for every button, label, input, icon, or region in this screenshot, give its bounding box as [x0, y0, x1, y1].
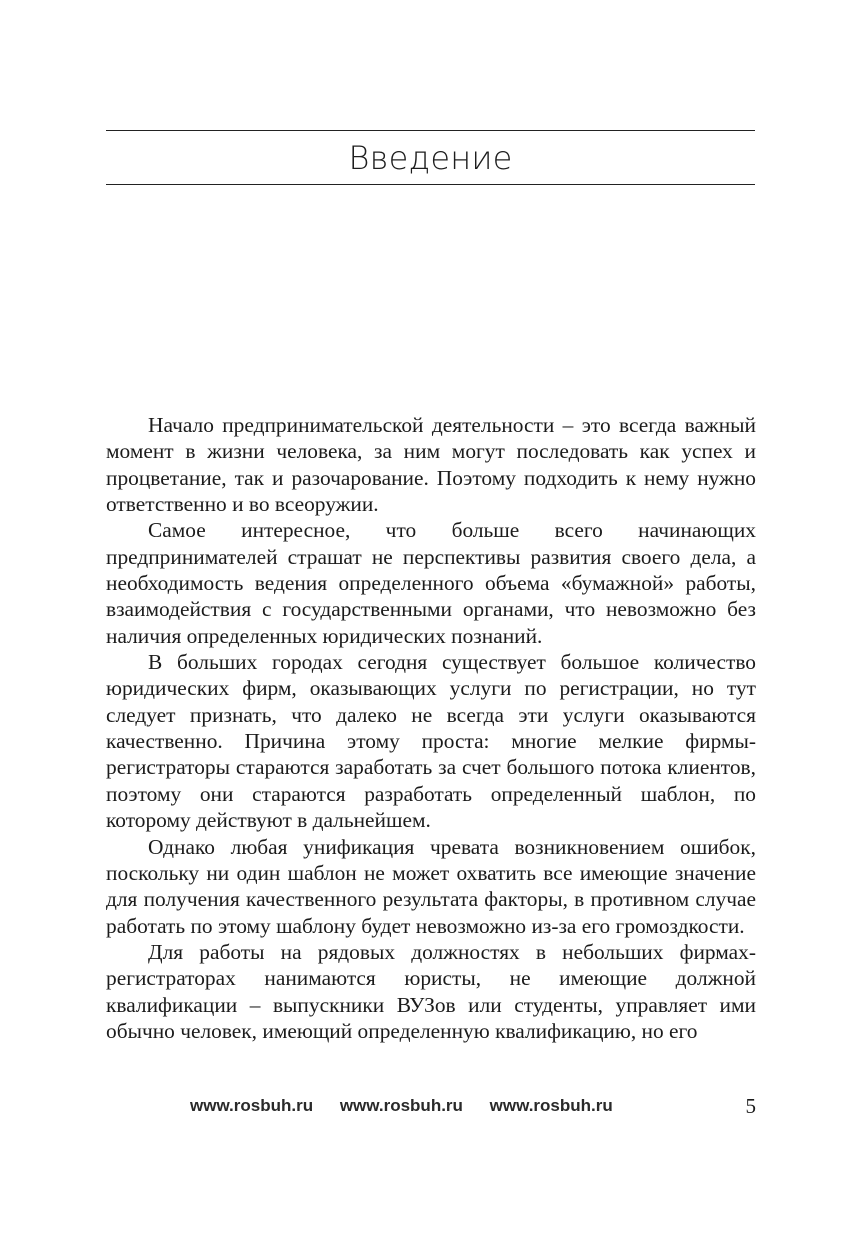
title-bottom-rule	[106, 184, 755, 185]
paragraph: Однако любая унификация чревата возникновением ошибок, поскольку ни один шаблон не может охватить все имеющие значение для получения качественного результата факторы, в противном случае работать по этому шаблону будет невозможно из-за его громоздкости.	[106, 834, 756, 938]
paragraph: В больших городах сегодня существует большое количество юридических фирм, оказывающих услуги по регистрации, но тут следует признать, что далеко не всегда эти услуги оказываются качественно. Причина этому проста: многие мелкие фирмы-регистраторы стараются заработать за счет большого потока клиентов, поэтому они стараются разработать определенный шаблон, по которому действуют в дальнейшем.	[106, 650, 756, 833]
chapter-title: Введение	[348, 139, 513, 177]
footer-link[interactable]: www.rosbuh.ru	[190, 1096, 314, 1115]
footer-links	[190, 1093, 613, 1119]
page-number: 5	[745, 1094, 756, 1118]
page-footer	[106, 1093, 756, 1119]
paragraph: Самое интересное, что больше всего начинающих предпринимателей страшат не перспективы развития своего дела, а необходимость ведения определенного объема «бумажной» работы, взаимодействия с государственными органами, что невозможно без наличия определенных юридических познаний.	[106, 518, 756, 648]
chapter-body	[106, 412, 756, 1044]
paragraph: Для работы на рядовых должностях в небольших фирмах-регистраторах нанимаются юристы, не имеющие должной квалификации – выпускники ВУЗов или студенты, управляет ими обычно человек, имеющий определенную квалификацию, но его	[106, 939, 756, 1043]
footer-link[interactable]: www.rosbuh.ru	[489, 1096, 613, 1115]
title-top-rule	[106, 130, 755, 131]
footer-link[interactable]: www.rosbuh.ru	[339, 1096, 463, 1115]
paragraph: Начало предпринимательской деятельности – это всегда важный момент в жизни человека, за ним могут последовать как успех и процветание, так и разочарование. Поэтому подходить к нему нужно ответственно и во всеоружии.	[106, 413, 756, 517]
